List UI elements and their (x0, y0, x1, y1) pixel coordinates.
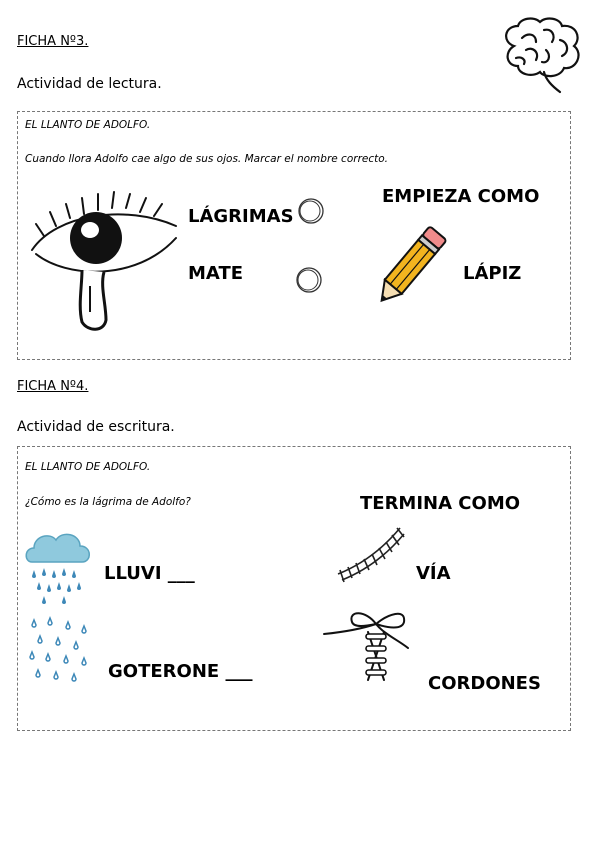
shoelace-icon (318, 604, 414, 686)
option-lagrimas: LÁGRIMAS (188, 206, 294, 227)
hint-word-lapiz: LÁPIZ (463, 263, 522, 284)
hint-empieza-como: EMPIEZA COMO (382, 186, 540, 207)
option-mate: MATE (188, 263, 244, 284)
pencil-illustration (372, 220, 452, 312)
ficha4-header: EL LLANTO DE ADOLFO. (25, 461, 151, 473)
word-lluvi: LLUVI ___ (104, 563, 195, 584)
eye-tear-illustration (26, 186, 186, 331)
railway-track-icon (334, 522, 406, 582)
ficha3-title: FICHA Nº3. (17, 34, 89, 49)
ficha3-header: EL LLANTO DE ADOLFO. (25, 119, 151, 131)
raindrops-icon (26, 616, 96, 686)
rain-cloud-icon (22, 526, 94, 606)
ficha4-question: ¿Cómo es la lágrima de Adolfo? (25, 496, 191, 508)
option-mate-circle[interactable] (294, 265, 324, 295)
hint-word-via: VÍA (416, 563, 451, 584)
option-lagrimas-circle[interactable] (296, 196, 326, 226)
ficha4-title: FICHA Nº4. (17, 379, 89, 394)
ficha3-activity: Actividad de lectura. (17, 76, 162, 92)
ficha3-instruction: Cuando llora Adolfo cae algo de sus ojos. Marcar el nombre correcto. (25, 153, 389, 165)
hint-word-cordones: CORDONES (428, 673, 541, 694)
hint-termina-como: TERMINA COMO (360, 493, 521, 514)
brain-icon (500, 16, 584, 94)
ficha4-activity: Actividad de escritura. (17, 419, 175, 435)
word-goterone: GOTERONE ___ (108, 661, 253, 682)
